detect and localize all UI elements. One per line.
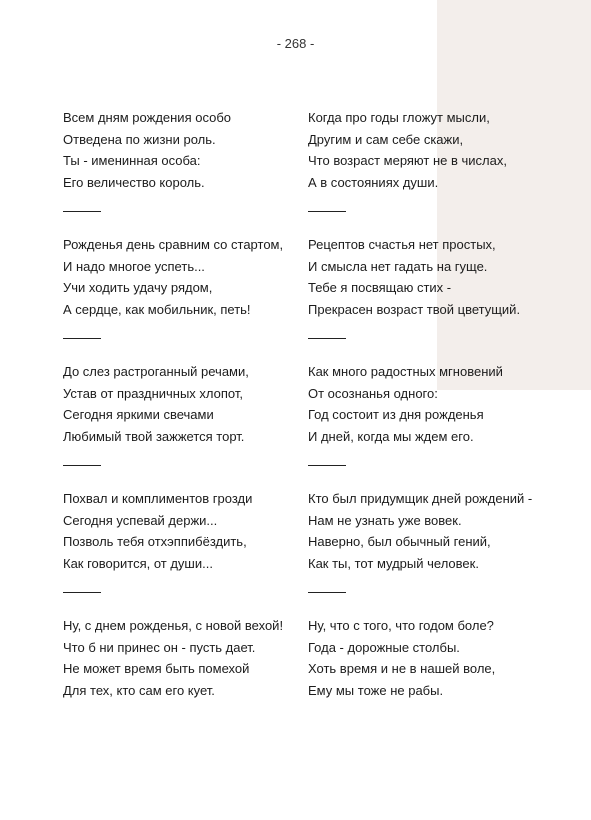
poem-line: Учи ходить удачу рядом,: [63, 280, 213, 295]
stanza: [63, 234, 303, 361]
poem-line: И смысла нет гадать на гуще.: [308, 258, 488, 274]
poem-line: Ну, с днем рожденья, с новой вехой!: [63, 618, 284, 633]
stanza-divider: [63, 211, 101, 212]
poem-line: Тебе я посвящаю стих -: [308, 280, 452, 295]
poem-line: Что возраст меряют не в числах,: [308, 153, 507, 168]
poem-line: Что б ни принес он - пусть дает.: [63, 639, 256, 655]
poem-line: Его величество король.: [63, 174, 205, 190]
poem-line: Похвал и комплиментов грозди: [63, 491, 253, 506]
stanza-divider: [308, 465, 346, 466]
poem-line: Нам не узнать уже вовек.: [308, 512, 462, 528]
poem-line: Устав от праздничных хлопот,: [63, 385, 243, 401]
page-number: - 268 -: [276, 36, 315, 51]
stanza: [308, 361, 548, 488]
poem-line: Любимый твой зажжется торт.: [63, 428, 245, 444]
poem-line: И дней, когда мы ждем его.: [308, 428, 474, 444]
stanza: [63, 488, 303, 615]
stanza-divider: [63, 592, 101, 593]
poem-line: А в состояниях души.: [308, 174, 439, 190]
poem-line: Год состоит из дня рожденья: [308, 407, 484, 422]
stanza: [63, 107, 303, 234]
poem-line: Прекрасен возраст твой цветущий.: [308, 301, 521, 317]
poem-line: Позволь тебя отхэппибёздить,: [63, 534, 247, 549]
poem-line: А сердце, как мобильник, петь!: [63, 301, 251, 317]
poem-line: Всем дням рождения особо: [63, 110, 232, 125]
poem-line: Кто был придумщик дней рождений -: [308, 491, 533, 506]
poem-line: Наверно, был обычный гений,: [308, 534, 491, 549]
poem-line: Как много радостных мгновений: [308, 364, 503, 379]
stanza: [308, 615, 548, 742]
stanza-divider: [308, 211, 346, 212]
stanza: [308, 488, 548, 615]
poem-line: Года - дорожные столбы.: [308, 639, 460, 655]
poem-line: От осознанья одного:: [308, 385, 438, 401]
stanza-divider: [308, 338, 346, 339]
poem-line: Когда про годы гложут мысли,: [308, 110, 490, 125]
poem-column-left: [63, 107, 303, 742]
stanza-divider: [63, 465, 101, 466]
poem-line: Для тех, кто сам его кует.: [63, 682, 215, 698]
poem-line: Как говорится, от души...: [63, 555, 213, 571]
poem-line: Ты - именинная особа:: [63, 153, 201, 168]
poem-line: И надо многое успеть...: [63, 258, 205, 274]
poem-line: Отведена по жизни роль.: [63, 131, 216, 147]
poem-line: Как ты, тот мудрый человек.: [308, 555, 479, 571]
poem-line: Рецептов счастья нет простых,: [308, 237, 496, 252]
poem-line: Сегодня успевай держи...: [63, 512, 218, 528]
poem-line: Ну, что с того, что годом боле?: [308, 618, 494, 633]
stanza: [63, 615, 303, 742]
poem-line: Рожденья день сравним со стартом,: [63, 237, 284, 252]
stanza-divider: [63, 338, 101, 339]
stanza: [308, 107, 548, 234]
stanza-divider: [308, 592, 346, 593]
poem-line: Хоть время и не в нашей воле,: [308, 661, 496, 676]
stanza: [308, 234, 548, 361]
poem-line: Сегодня яркими свечами: [63, 407, 214, 422]
poem-line: Другим и сам себе скажи,: [308, 131, 464, 147]
poem-line: Не может время быть помехой: [63, 661, 250, 676]
poem-line: До слез растроганный речами,: [63, 364, 249, 379]
poem-column-right: [308, 107, 548, 742]
stanza: [63, 361, 303, 488]
poem-line: Ему мы тоже не рабы.: [308, 682, 444, 698]
